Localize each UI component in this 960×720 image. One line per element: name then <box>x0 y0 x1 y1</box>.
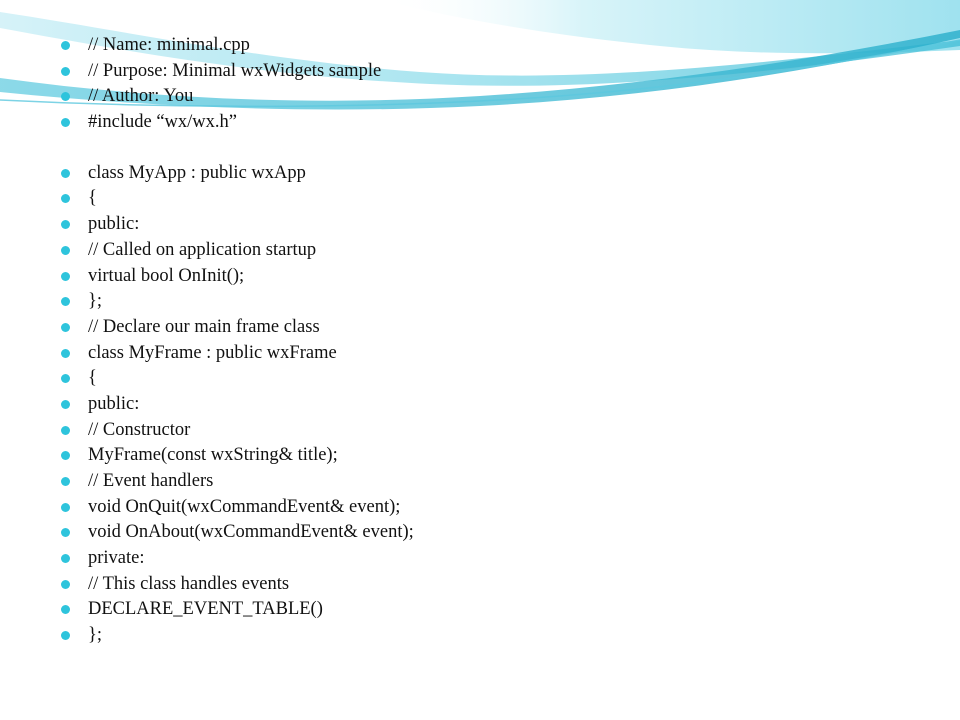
bullet-dot-icon <box>61 374 70 383</box>
bullet-dot-icon <box>61 272 70 281</box>
bullet-item <box>60 341 414 367</box>
bullet-text: private: <box>88 548 145 569</box>
bullet-dot-icon <box>61 92 70 101</box>
bullet-dot-icon <box>61 67 70 76</box>
bullet-text: // Author: You <box>88 86 194 107</box>
bullet-text: // Event handlers <box>88 471 214 491</box>
bullet-text: }; <box>88 291 103 312</box>
bullet-item <box>60 238 414 264</box>
bullet-text: // Name: minimal.cpp <box>88 35 250 55</box>
bullet-dot-icon <box>61 194 70 203</box>
bullet-item <box>60 289 414 315</box>
bullet-dot-icon <box>61 169 70 178</box>
bullet-item <box>60 161 414 187</box>
bullet-dot-icon <box>61 580 70 589</box>
bullet-item <box>60 546 414 572</box>
wave-light-band <box>380 0 960 53</box>
bullet-text: MyFrame(const wxString& title); <box>88 445 338 466</box>
bullet-text: public: <box>88 393 140 414</box>
bullet-dot-icon <box>61 246 70 255</box>
bullet-item <box>60 469 414 495</box>
bullet-text: // Purpose: Minimal wxWidgets sample <box>88 60 382 81</box>
bullet-text: DECLARE_EVENT_TABLE() <box>88 599 323 620</box>
bullet-item <box>60 597 414 623</box>
bullet-text: class MyApp : public wxApp <box>88 162 306 183</box>
bullet-item <box>60 315 414 341</box>
bullet-dot-icon <box>61 118 70 127</box>
bullet-item <box>60 366 414 392</box>
bullet-dot-icon <box>61 605 70 614</box>
bullet-dot-icon <box>61 528 70 537</box>
bullet-dot-icon <box>61 323 70 332</box>
bullet-item <box>60 186 414 212</box>
bullet-item <box>60 520 414 546</box>
bullet-item <box>60 212 414 238</box>
bullet-text: #include “wx/wx.h” <box>88 112 237 133</box>
bullet-text: // Called on application startup <box>88 239 317 260</box>
bullet-text: // Constructor <box>88 419 191 440</box>
bullet-dot-icon <box>61 477 70 486</box>
bullet-item <box>60 572 414 598</box>
bullet-text: // This class handles events <box>88 573 290 594</box>
bullet-text: { <box>88 368 97 389</box>
bullet-text: }; <box>88 625 103 646</box>
bullet-dot-icon <box>61 554 70 563</box>
bullet-text: virtual bool OnInit(); <box>88 265 245 286</box>
bullet-item <box>60 418 414 444</box>
bullet-item <box>60 84 414 110</box>
bullet-item <box>60 623 414 649</box>
bullet-dot-icon <box>61 220 70 229</box>
bullet-text: void OnAbout(wxCommandEvent& event); <box>88 522 414 543</box>
bullet-text: // Declare our main frame class <box>88 316 320 337</box>
bullet-text: { <box>88 188 97 209</box>
bullet-item <box>60 33 414 59</box>
bullet-dot-icon <box>61 451 70 460</box>
bullet-item <box>60 392 414 418</box>
bullet-dot-icon <box>61 41 70 50</box>
bullet-dot-icon <box>61 503 70 512</box>
bullet-item <box>60 59 414 85</box>
bullet-dot-icon <box>61 400 70 409</box>
bullet-list <box>60 33 414 649</box>
bullet-dot-icon <box>61 297 70 306</box>
bullet-item <box>60 495 414 521</box>
bullet-text: class MyFrame : public wxFrame <box>88 342 337 363</box>
bullet-dot-icon <box>61 426 70 435</box>
bullet-dot-icon <box>61 631 70 640</box>
bullet-item <box>60 264 414 290</box>
bullet-text: void OnQuit(wxCommandEvent& event); <box>88 496 401 517</box>
bullet-item <box>60 110 414 136</box>
bullet-text: public: <box>88 214 140 235</box>
bullet-item <box>60 443 414 469</box>
bullet-dot-icon <box>61 349 70 358</box>
